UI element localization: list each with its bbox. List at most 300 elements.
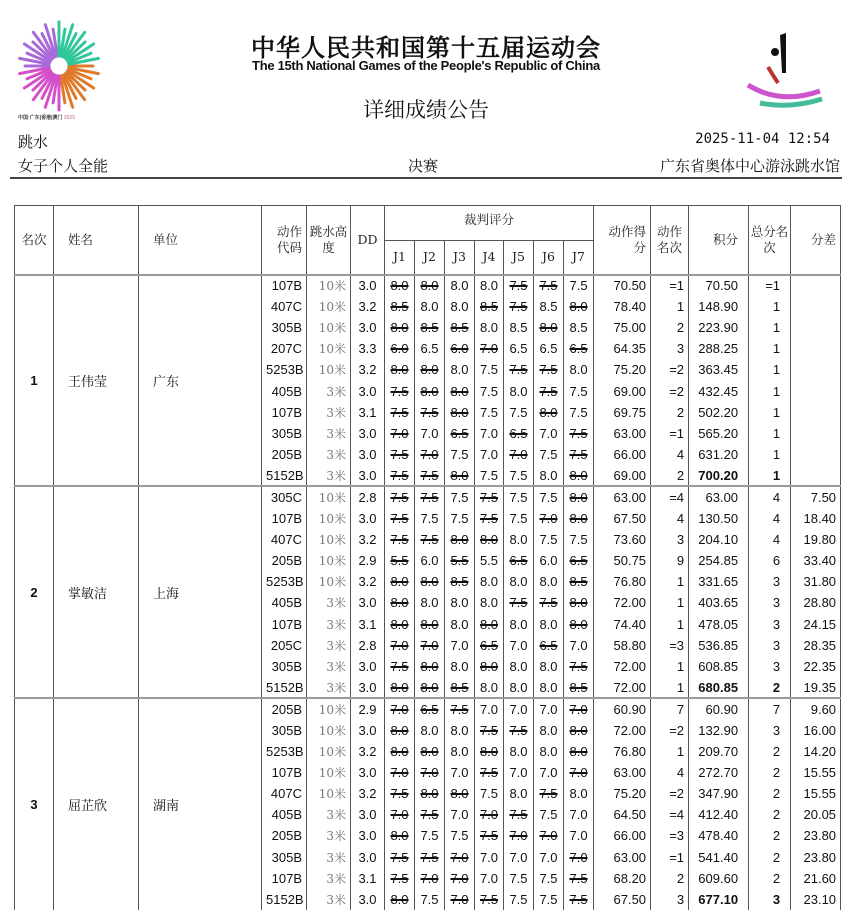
dive-points: 72.00 xyxy=(594,719,651,740)
dive-dd: 3.2 xyxy=(351,359,385,380)
judge-score xyxy=(564,529,594,550)
total-rank: 1 xyxy=(749,296,791,317)
judge-score xyxy=(475,847,504,868)
col-judge-5: J5 xyxy=(504,241,534,275)
dive-height: 10米 xyxy=(307,275,351,296)
score-diff: 16.00 xyxy=(791,719,841,740)
judge-score xyxy=(415,825,445,846)
dive-height: 10米 xyxy=(307,762,351,783)
judge-score xyxy=(564,592,594,613)
total-score: 148.90 xyxy=(689,296,749,317)
athlete-name: 王伟莹 xyxy=(54,275,139,487)
discarded-score: 8.0 xyxy=(420,278,439,294)
col-judge-7: J7 xyxy=(564,241,594,275)
discarded-score: 8.5 xyxy=(450,574,469,590)
discarded-score: 7.5 xyxy=(390,489,409,505)
dive-dd: 3.0 xyxy=(351,656,385,677)
counted-score: 5.5 xyxy=(479,553,499,569)
counted-score: 7.0 xyxy=(479,849,499,865)
judge-score xyxy=(504,296,534,317)
judge-score xyxy=(564,275,594,296)
judge-score xyxy=(385,656,415,677)
discarded-score: 7.5 xyxy=(390,404,409,420)
discarded-score: 7.5 xyxy=(569,892,588,908)
counted-score: 8.0 xyxy=(450,743,469,759)
dive-height: 3米 xyxy=(307,592,351,613)
col-dd: DD xyxy=(351,206,385,275)
judge-score xyxy=(475,614,504,635)
judge-score xyxy=(385,444,415,465)
discarded-score: 8.0 xyxy=(450,467,469,483)
judge-score xyxy=(534,868,564,889)
judge-score xyxy=(415,317,445,338)
discarded-score: 7.0 xyxy=(390,637,409,653)
dive-height: 10米 xyxy=(307,338,351,359)
total-rank: 2 xyxy=(749,762,791,783)
discarded-score: 7.5 xyxy=(569,447,588,463)
judge-score xyxy=(385,592,415,613)
total-score: 347.90 xyxy=(689,783,749,804)
dive-points: 63.00 xyxy=(594,762,651,783)
judge-score xyxy=(504,465,534,486)
dive-rank: 3 xyxy=(651,338,689,359)
col-judge-1: J1 xyxy=(385,241,415,275)
counted-score: 7.0 xyxy=(569,637,588,653)
discarded-score: 8.0 xyxy=(390,892,409,908)
dive-code: 5152B xyxy=(262,889,307,910)
discarded-score: 8.0 xyxy=(479,743,499,759)
dive-height: 10米 xyxy=(307,741,351,762)
discarded-score: 7.0 xyxy=(509,828,528,844)
athlete-rank: 3 xyxy=(15,698,54,910)
judge-score xyxy=(534,592,564,613)
judge-score xyxy=(475,275,504,296)
dive-rank: =4 xyxy=(651,486,689,507)
dive-points: 69.00 xyxy=(594,380,651,401)
dive-points: 78.40 xyxy=(594,296,651,317)
dive-height: 10米 xyxy=(307,486,351,507)
counted-score: 8.0 xyxy=(539,658,558,674)
judge-score xyxy=(504,592,534,613)
judge-score xyxy=(445,529,475,550)
score-diff: 20.05 xyxy=(791,804,841,825)
discarded-score: 8.0 xyxy=(569,298,588,314)
total-rank: 1 xyxy=(749,359,791,380)
judge-score xyxy=(415,677,445,698)
counted-score: 7.0 xyxy=(509,701,528,717)
score-diff: 23.80 xyxy=(791,847,841,868)
discarded-score: 7.5 xyxy=(390,786,409,802)
col-total-rank: 总分名次 xyxy=(749,206,791,275)
score-diff xyxy=(791,465,841,486)
judge-score xyxy=(385,635,415,656)
discarded-score: 7.5 xyxy=(509,807,528,823)
total-score: 541.40 xyxy=(689,847,749,868)
judge-score xyxy=(504,423,534,444)
judge-score xyxy=(564,762,594,783)
dive-code: 407C xyxy=(262,296,307,317)
judge-score xyxy=(415,804,445,825)
dive-points: 58.80 xyxy=(594,635,651,656)
total-rank: 1 xyxy=(749,338,791,359)
dive-code: 107B xyxy=(262,275,307,296)
results-table xyxy=(14,205,841,910)
judge-score xyxy=(564,783,594,804)
discarded-score: 7.5 xyxy=(569,870,588,886)
dive-rank: 4 xyxy=(651,508,689,529)
athlete-unit: 上海 xyxy=(139,486,262,698)
dive-dd: 3.2 xyxy=(351,296,385,317)
score-diff: 9.60 xyxy=(791,698,841,719)
counted-score: 7.5 xyxy=(479,467,499,483)
counted-score: 7.0 xyxy=(450,764,469,780)
judge-score xyxy=(385,529,415,550)
total-rank: 4 xyxy=(749,529,791,550)
score-diff: 19.35 xyxy=(791,677,841,698)
judge-score xyxy=(415,868,445,889)
discarded-score: 8.0 xyxy=(420,362,439,378)
judge-score xyxy=(385,275,415,296)
dive-height: 10米 xyxy=(307,508,351,529)
total-rank: 2 xyxy=(749,677,791,698)
dive-code: 205B xyxy=(262,825,307,846)
dive-points: 63.00 xyxy=(594,486,651,507)
counted-score: 7.5 xyxy=(479,404,499,420)
counted-score: 7.5 xyxy=(569,531,588,547)
total-rank: 1 xyxy=(749,465,791,486)
judge-score xyxy=(564,825,594,846)
judge-score xyxy=(564,635,594,656)
judge-score xyxy=(445,508,475,529)
judge-score xyxy=(415,698,445,719)
counted-score: 7.0 xyxy=(509,764,528,780)
discarded-score: 7.0 xyxy=(479,341,499,357)
judge-score xyxy=(415,592,445,613)
col-judge-3: J3 xyxy=(445,241,475,275)
dive-height: 3米 xyxy=(307,380,351,401)
discarded-score: 7.0 xyxy=(390,425,409,441)
dive-dd: 2.8 xyxy=(351,635,385,656)
score-diff: 22.35 xyxy=(791,656,841,677)
dive-dd: 3.2 xyxy=(351,529,385,550)
judge-score xyxy=(475,656,504,677)
counted-score: 8.0 xyxy=(420,722,439,738)
judge-score xyxy=(385,804,415,825)
judge-score xyxy=(534,889,564,910)
counted-score: 7.5 xyxy=(539,531,558,547)
judge-score xyxy=(564,338,594,359)
total-score: 536.85 xyxy=(689,635,749,656)
judge-score xyxy=(504,380,534,401)
dive-code: 107B xyxy=(262,402,307,423)
dive-height: 3米 xyxy=(307,635,351,656)
counted-score: 7.0 xyxy=(479,870,499,886)
total-rank: 3 xyxy=(749,889,791,910)
total-rank: 1 xyxy=(749,380,791,401)
discarded-score: 6.5 xyxy=(509,553,528,569)
discarded-score: 7.5 xyxy=(479,510,499,526)
counted-score: 7.0 xyxy=(420,425,439,441)
dive-points: 75.00 xyxy=(594,317,651,338)
judge-score xyxy=(385,423,415,444)
discarded-score: 7.0 xyxy=(420,870,439,886)
counted-score: 7.5 xyxy=(450,510,469,526)
counted-score: 7.5 xyxy=(569,278,588,294)
counted-score: 8.0 xyxy=(450,278,469,294)
discarded-score: 7.0 xyxy=(390,764,409,780)
judge-score xyxy=(445,444,475,465)
judge-score xyxy=(445,614,475,635)
judge-score xyxy=(564,359,594,380)
dive-dd: 3.0 xyxy=(351,719,385,740)
dive-code: 305B xyxy=(262,423,307,444)
datetime: 2025-11-04 12:54 xyxy=(695,131,830,147)
judge-score xyxy=(534,783,564,804)
dive-dd: 3.0 xyxy=(351,889,385,910)
col-code: 动作代码 xyxy=(262,206,307,275)
discarded-score: 8.0 xyxy=(479,658,499,674)
judge-score xyxy=(445,296,475,317)
judge-score xyxy=(415,614,445,635)
discarded-score: 7.5 xyxy=(390,870,409,886)
discarded-score: 7.5 xyxy=(420,849,439,865)
total-rank: 4 xyxy=(749,508,791,529)
counted-score: 6.5 xyxy=(509,341,528,357)
score-diff xyxy=(791,359,841,380)
judge-score xyxy=(475,889,504,910)
score-diff xyxy=(791,275,841,296)
counted-score: 8.0 xyxy=(450,298,469,314)
discarded-score: 8.0 xyxy=(390,278,409,294)
score-diff: 15.55 xyxy=(791,762,841,783)
judge-score xyxy=(534,825,564,846)
judge-score xyxy=(475,444,504,465)
athlete-rank: 2 xyxy=(15,486,54,698)
counted-score: 7.0 xyxy=(450,807,469,823)
total-rank: =1 xyxy=(749,275,791,296)
dive-dd: 3.3 xyxy=(351,338,385,359)
judge-score xyxy=(504,486,534,507)
dive-code: 5152B xyxy=(262,677,307,698)
total-rank: 1 xyxy=(749,444,791,465)
judge-score xyxy=(564,444,594,465)
discarded-score: 7.0 xyxy=(390,807,409,823)
counted-score: 7.5 xyxy=(420,892,439,908)
judge-score xyxy=(564,317,594,338)
discarded-score: 8.5 xyxy=(569,574,588,590)
dive-rank: =1 xyxy=(651,847,689,868)
dive-code: 107B xyxy=(262,762,307,783)
counted-score: 8.0 xyxy=(450,595,469,611)
discarded-score: 7.5 xyxy=(390,467,409,483)
counted-score: 7.5 xyxy=(509,467,528,483)
discarded-score: 8.0 xyxy=(390,362,409,378)
judge-score xyxy=(445,656,475,677)
col-judges: 裁判评分 xyxy=(385,206,594,241)
dive-rank: 3 xyxy=(651,889,689,910)
judge-score xyxy=(504,529,534,550)
judge-score xyxy=(504,635,534,656)
discarded-score: 7.5 xyxy=(420,807,439,823)
judge-score xyxy=(564,380,594,401)
total-score: 677.10 xyxy=(689,889,749,910)
counted-score: 8.0 xyxy=(450,658,469,674)
counted-score: 8.0 xyxy=(420,595,439,611)
judge-score xyxy=(415,486,445,507)
score-diff xyxy=(791,296,841,317)
dive-points: 76.80 xyxy=(594,741,651,762)
discarded-score: 8.0 xyxy=(420,616,439,632)
total-score: 412.40 xyxy=(689,804,749,825)
judge-score xyxy=(385,550,415,571)
dive-points: 63.00 xyxy=(594,423,651,444)
dive-points: 60.90 xyxy=(594,698,651,719)
judge-score xyxy=(475,719,504,740)
dive-height: 3米 xyxy=(307,825,351,846)
dive-dd: 3.1 xyxy=(351,614,385,635)
judge-score xyxy=(504,614,534,635)
discarded-score: 7.0 xyxy=(569,849,588,865)
discarded-score: 8.0 xyxy=(539,319,558,335)
total-rank: 3 xyxy=(749,656,791,677)
judge-score xyxy=(445,741,475,762)
judge-score xyxy=(445,317,475,338)
score-diff: 28.80 xyxy=(791,592,841,613)
discarded-score: 7.5 xyxy=(539,362,558,378)
judge-score xyxy=(504,359,534,380)
discarded-score: 6.5 xyxy=(420,701,439,717)
counted-score: 6.5 xyxy=(539,341,558,357)
dive-rank: 7 xyxy=(651,698,689,719)
dive-rank: =2 xyxy=(651,359,689,380)
dive-rank: =2 xyxy=(651,719,689,740)
counted-score: 8.0 xyxy=(450,362,469,378)
dive-rank: 4 xyxy=(651,444,689,465)
discarded-score: 7.5 xyxy=(390,447,409,463)
dive-rank: 1 xyxy=(651,614,689,635)
counted-score: 8.0 xyxy=(509,658,528,674)
dive-points: 67.50 xyxy=(594,508,651,529)
discarded-score: 8.0 xyxy=(420,679,439,695)
total-score: 478.05 xyxy=(689,614,749,635)
judge-score xyxy=(475,741,504,762)
judge-score xyxy=(445,486,475,507)
counted-score: 8.0 xyxy=(539,679,558,695)
judge-score xyxy=(534,635,564,656)
counted-score: 7.5 xyxy=(509,892,528,908)
counted-score: 7.0 xyxy=(539,764,558,780)
judge-score xyxy=(504,868,534,889)
counted-score: 6.0 xyxy=(420,553,439,569)
discarded-score: 7.0 xyxy=(420,447,439,463)
judge-score xyxy=(534,486,564,507)
judge-score xyxy=(475,635,504,656)
discarded-score: 7.5 xyxy=(420,531,439,547)
dive-code: 107B xyxy=(262,508,307,529)
discarded-score: 8.0 xyxy=(450,404,469,420)
discarded-score: 7.5 xyxy=(509,298,528,314)
total-score: 63.00 xyxy=(689,486,749,507)
dive-rank: =4 xyxy=(651,804,689,825)
discarded-score: 7.5 xyxy=(569,425,588,441)
judge-score xyxy=(415,550,445,571)
counted-score: 7.0 xyxy=(539,849,558,865)
discarded-score: 8.0 xyxy=(569,510,588,526)
counted-score: 7.5 xyxy=(539,807,558,823)
judge-score xyxy=(475,529,504,550)
dive-points: 72.00 xyxy=(594,656,651,677)
discarded-score: 8.5 xyxy=(390,298,409,314)
total-rank: 3 xyxy=(749,571,791,592)
score-diff xyxy=(791,317,841,338)
games-title-en: The 15th National Games of the People's Republic of China xyxy=(252,58,600,73)
dive-code: 407C xyxy=(262,783,307,804)
judge-score xyxy=(445,380,475,401)
phase: 决赛 xyxy=(408,157,439,175)
judge-score xyxy=(445,402,475,423)
athlete-name: 掌敏洁 xyxy=(54,486,139,698)
discarded-score: 7.0 xyxy=(539,828,558,844)
dive-height: 3米 xyxy=(307,465,351,486)
judge-score xyxy=(415,296,445,317)
dive-code: 305B xyxy=(262,656,307,677)
total-score: 130.50 xyxy=(689,508,749,529)
discarded-score: 7.0 xyxy=(479,807,499,823)
discarded-score: 5.5 xyxy=(450,553,469,569)
dive-code: 107B xyxy=(262,868,307,889)
judge-score xyxy=(534,762,564,783)
judge-score xyxy=(415,635,445,656)
judge-score xyxy=(504,762,534,783)
total-rank: 3 xyxy=(749,635,791,656)
dive-points: 64.35 xyxy=(594,338,651,359)
dive-dd: 2.8 xyxy=(351,486,385,507)
total-rank: 2 xyxy=(749,804,791,825)
discarded-score: 8.0 xyxy=(390,595,409,611)
dive-height: 3米 xyxy=(307,614,351,635)
counted-score: 8.0 xyxy=(479,595,499,611)
counted-score: 7.0 xyxy=(539,701,558,717)
discarded-score: 8.0 xyxy=(390,679,409,695)
dive-points: 75.20 xyxy=(594,359,651,380)
judge-score xyxy=(445,571,475,592)
dive-rank: 2 xyxy=(651,317,689,338)
dive-height: 3米 xyxy=(307,804,351,825)
score-diff: 7.50 xyxy=(791,486,841,507)
judge-score xyxy=(385,380,415,401)
score-diff: 18.40 xyxy=(791,508,841,529)
discarded-score: 7.5 xyxy=(479,892,499,908)
total-score: 502.20 xyxy=(689,402,749,423)
judge-score xyxy=(564,889,594,910)
judge-score xyxy=(385,359,415,380)
judge-score xyxy=(534,741,564,762)
judge-score xyxy=(564,486,594,507)
total-score: 254.85 xyxy=(689,550,749,571)
counted-score: 6.5 xyxy=(420,341,439,357)
judge-score xyxy=(445,762,475,783)
discarded-score: 7.5 xyxy=(390,383,409,399)
judge-score xyxy=(415,444,445,465)
judge-score xyxy=(475,762,504,783)
counted-score: 7.5 xyxy=(569,404,588,420)
judge-score xyxy=(475,592,504,613)
score-diff: 19.80 xyxy=(791,529,841,550)
counted-score: 8.0 xyxy=(450,722,469,738)
counted-score: 8.0 xyxy=(539,743,558,759)
total-score: 700.20 xyxy=(689,465,749,486)
score-diff: 14.20 xyxy=(791,741,841,762)
